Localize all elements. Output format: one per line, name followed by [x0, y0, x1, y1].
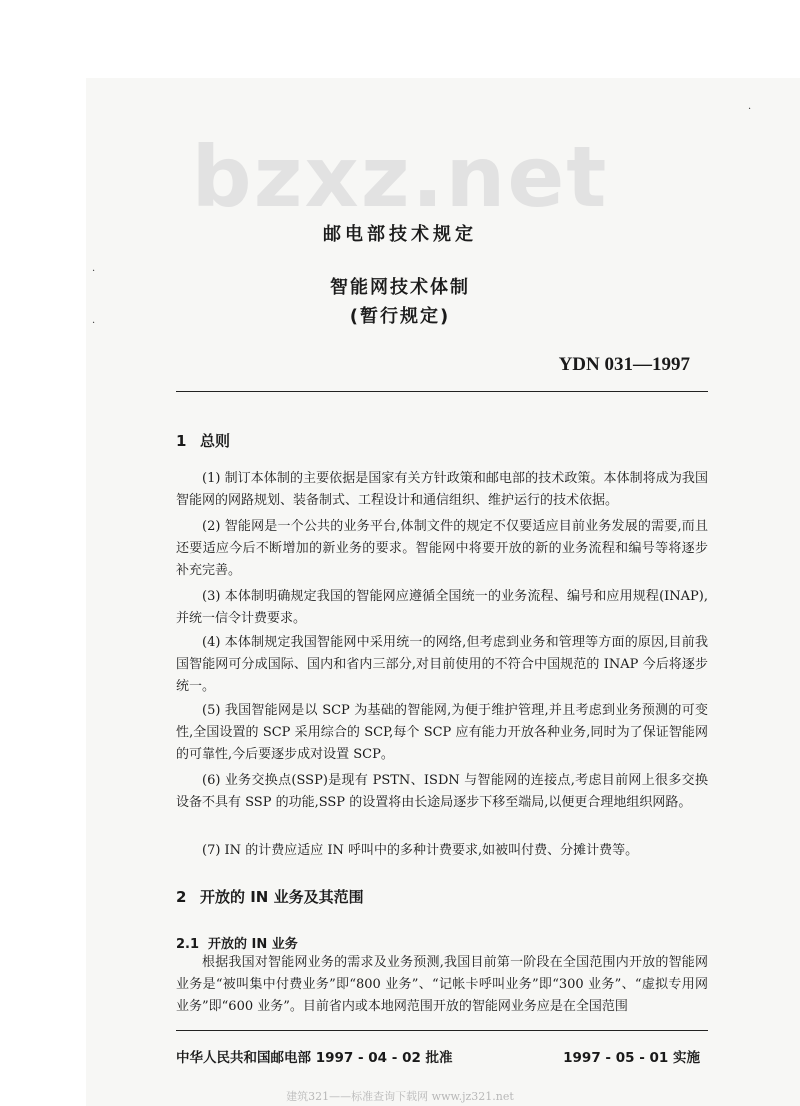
header-rule	[176, 391, 708, 392]
paragraph: (1) 制订本体制的主要依据是国家有关方针政策和邮电部的技术政策。本体制将成为我国智能网的网路规划、装备制式、工程设计和通信组织、维护运行的技术依据。	[176, 471, 708, 508]
watermark: bzxz.net	[191, 128, 609, 226]
section-number: 1	[176, 432, 187, 450]
scan-speck: ·	[92, 318, 96, 329]
paragraph: (2) 智能网是一个公共的业务平台,体制文件的规定不仅要适应目前业务发展的需要,而且还要适应今后不断增加的新业务的要求。智能网中将要开放的新的业务流程和编号等将逐步补充完善。	[176, 519, 708, 578]
effective-date: 1997 - 05 - 01 实施	[563, 1050, 700, 1066]
section-title: 总则	[200, 432, 231, 450]
section-title: 开放的 IN 业务及其范围	[200, 888, 364, 906]
paragraph: (4) 本体制规定我国智能网中采用统一的网络,但考虑到业务和管理等方面的原因,目前我国智能网可分成国际、国内和省内三部分,对目前使用的不符合中国规范的 INAP 今后将逐步统一。	[176, 635, 708, 694]
source-site-line: 建筑321——标准查询下载网 www.jz321.net	[286, 1090, 514, 1103]
scan-speck: ·	[92, 266, 96, 277]
standard-number: YDN 031—1997	[558, 354, 690, 375]
paragraph: (6) 业务交换点(SSP)是现有 PSTN、ISDN 与智能网的连接点,考虑目前网上很多交换设备不具有 SSP 的功能,SSP 的设置将由长途局逐步下移至端局,以便更合理地组织网路。	[176, 773, 708, 810]
approval-line: 中华人民共和国邮电部 1997 - 04 - 02 批准	[176, 1050, 453, 1066]
scan-speck: ·	[748, 104, 752, 115]
issuing-department: 邮电部技术规定	[323, 224, 477, 245]
subsection-number: 2.1	[176, 937, 200, 952]
paragraph: (7) IN 的计费应适应 IN 呼叫中的多种计费要求,如被叫付费、分摊计费等。	[202, 843, 639, 858]
subsection-heading	[176, 933, 298, 952]
document-title: 智能网技术体制	[330, 277, 470, 298]
subsection-title: 开放的 IN 业务	[208, 937, 298, 952]
section-number: 2	[176, 888, 187, 906]
section-heading	[176, 430, 230, 451]
paragraph: (3) 本体制明确规定我国的智能网应遵循全国统一的业务流程、编号和应用规程(INAP),并统一信令计费要求。	[176, 589, 708, 626]
footer-rule	[176, 1030, 708, 1031]
paragraph: 根据我国对智能网业务的需求及业务预测,我国目前第一阶段在全国范围内开放的智能网业务是“被叫集中付费业务”即“800 业务”、“记帐卡呼叫业务”即“300 业务”、“虚拟专用网业务”即“600 业务”。目前省内或本地网范围开放的智能网业务应是在全国范围	[176, 955, 708, 1014]
document-subtitle: (暂行规定)	[349, 306, 451, 327]
paragraph: (5) 我国智能网是以 SCP 为基础的智能网,为便于维护管理,并且考虑到业务预测的可变性,全国设置的 SCP 采用综合的 SCP,每个 SCP 应有能力开放各种业务,同时为了保证智能网的可靠性,今后要逐步成对设置 SCP。	[176, 703, 708, 762]
section-heading	[176, 886, 364, 907]
